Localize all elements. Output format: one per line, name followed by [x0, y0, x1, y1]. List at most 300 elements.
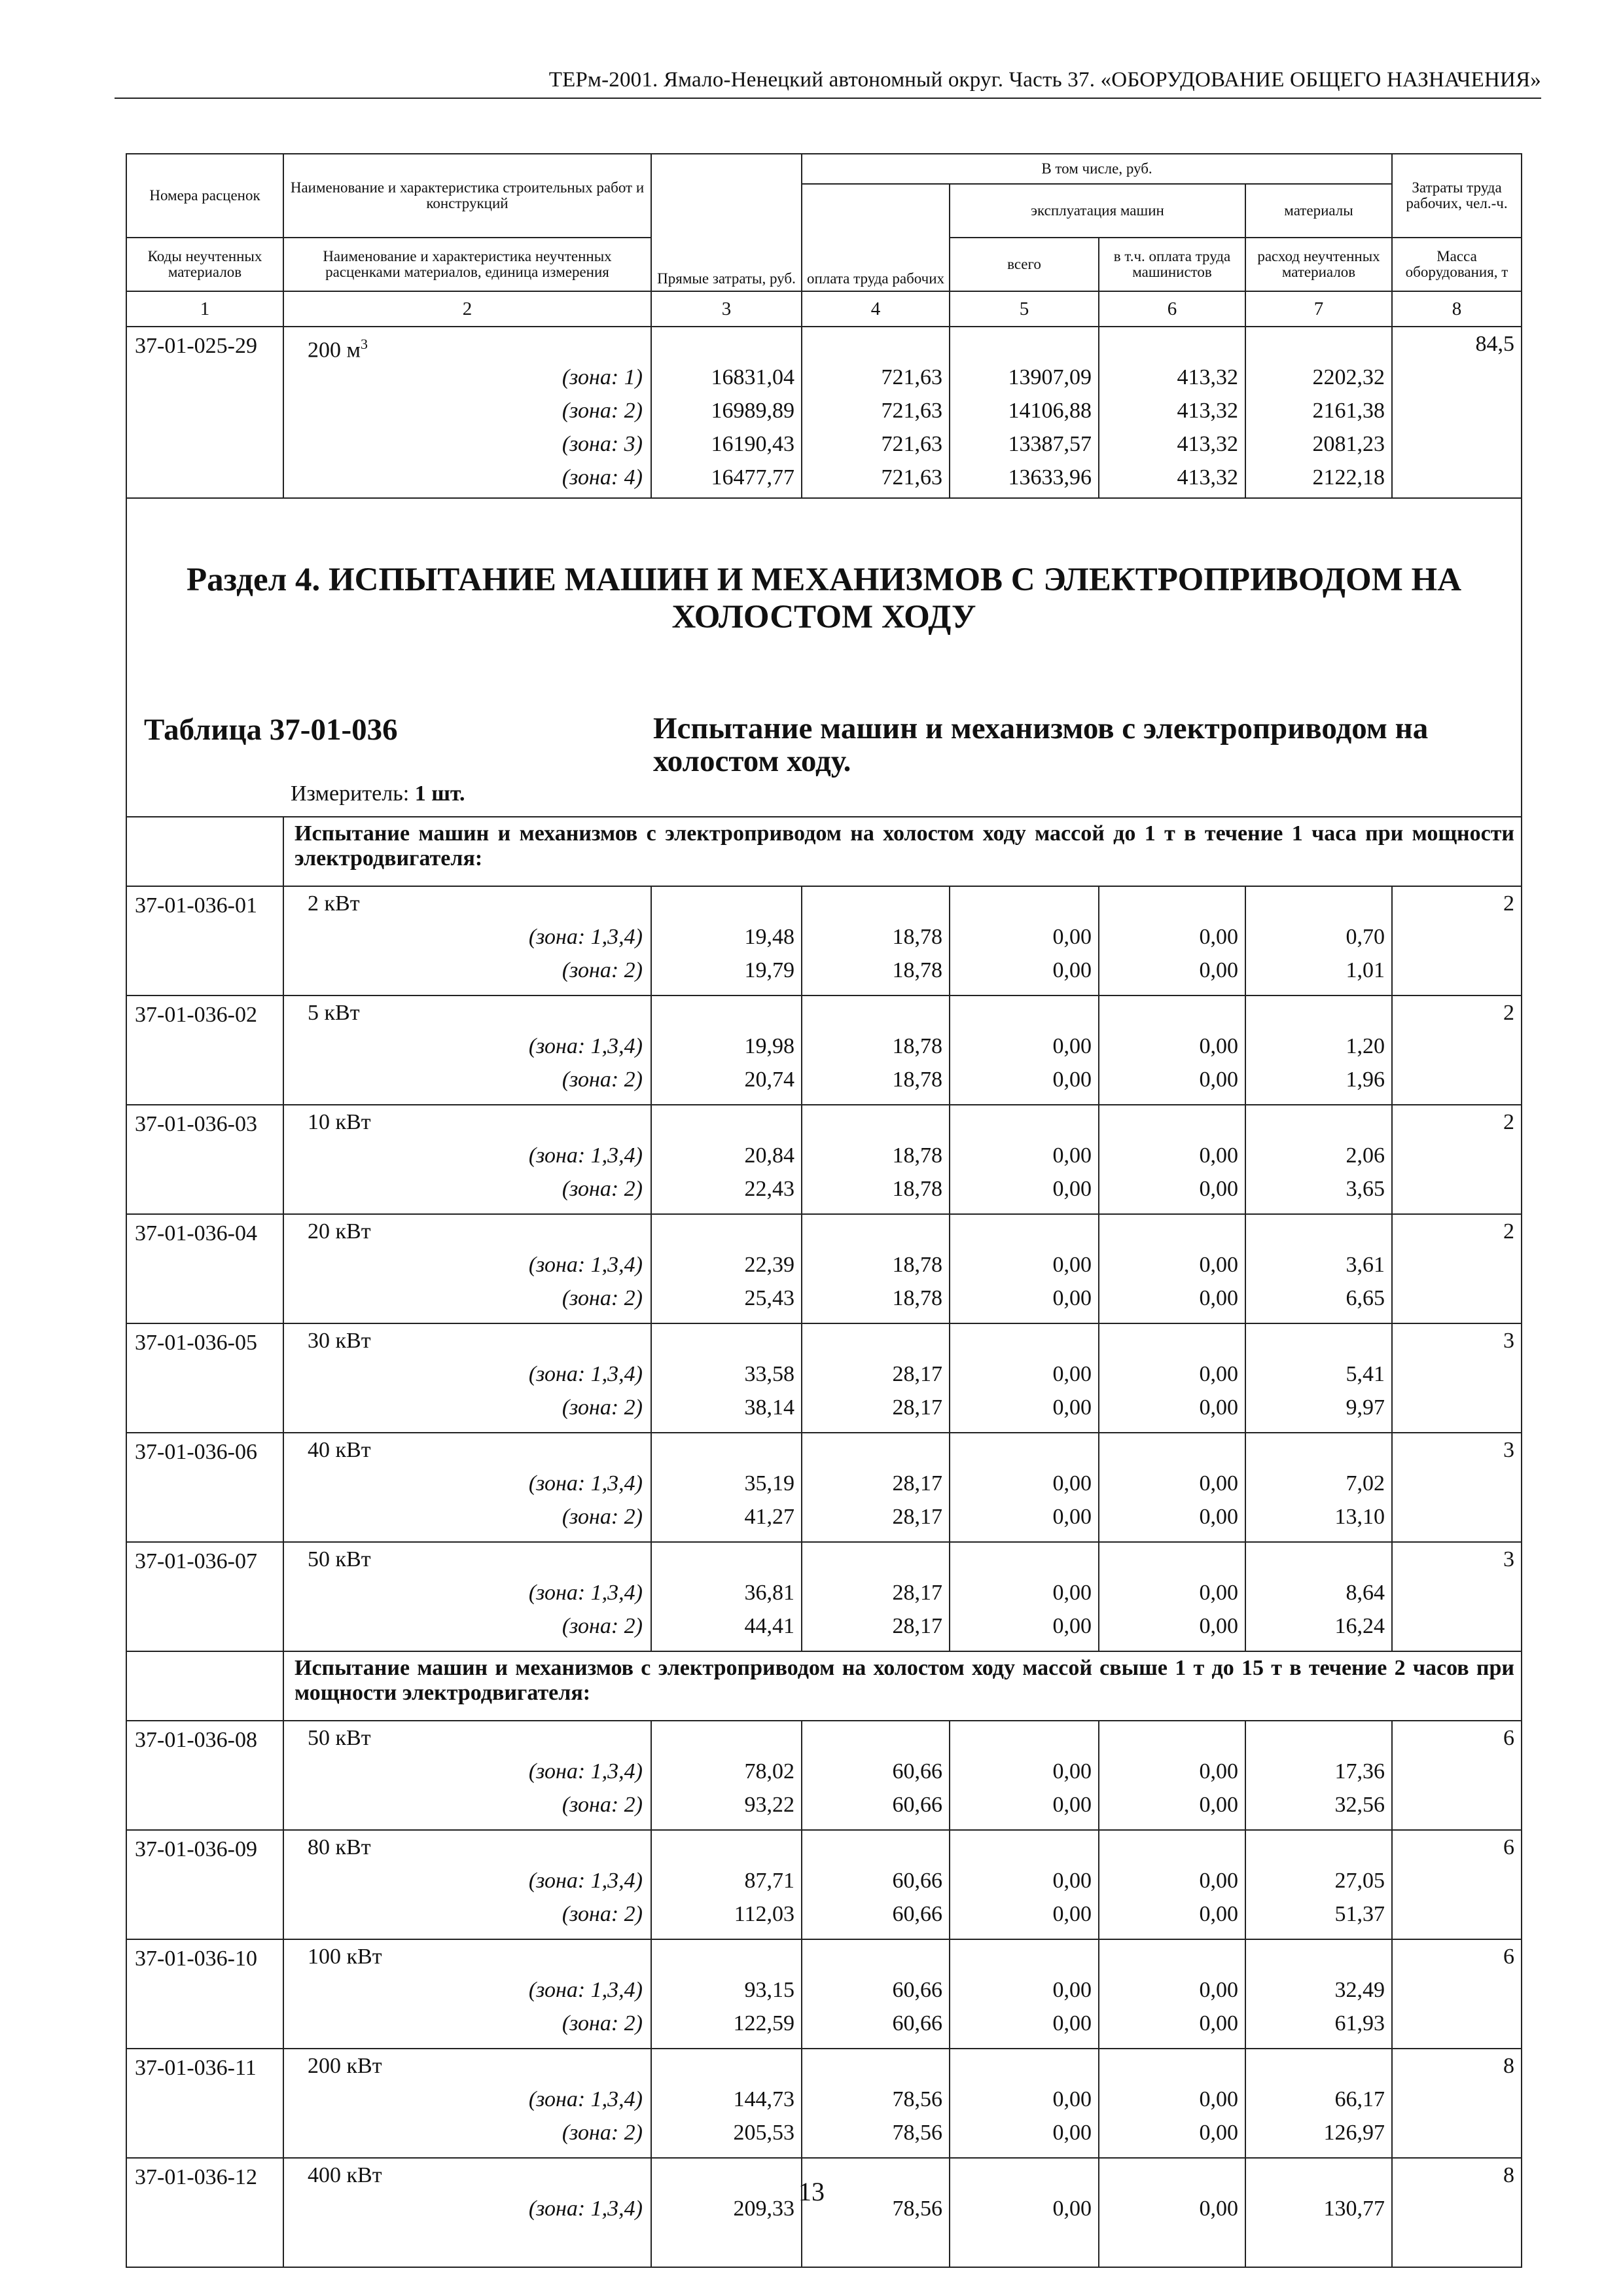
value: 28,17	[892, 1362, 942, 1386]
zone-label: (зона: 1,3,4)	[528, 1362, 643, 1386]
rate-name-cell	[283, 1721, 651, 1830]
materials	[1245, 1939, 1392, 2049]
spacer	[950, 1543, 1098, 1576]
spacer	[802, 1721, 949, 1755]
machine-total	[950, 2158, 1099, 2267]
value: 9,97	[1346, 1395, 1385, 1420]
meter-label: Измеритель:	[291, 781, 410, 806]
labor-or-mass	[1392, 1542, 1522, 1651]
col-code-bottom: Коды неучтенных материалов	[126, 238, 283, 291]
machine-total	[950, 1105, 1099, 1214]
materials	[1245, 1721, 1392, 1830]
value: 5,41	[1346, 1362, 1385, 1386]
materials	[1245, 2049, 1392, 2158]
value: 0,00	[1199, 1793, 1238, 1817]
labor-or-mass	[1392, 2049, 1522, 2158]
col-mat-unaccounted: расход неучтенных материалов	[1245, 238, 1392, 291]
materials	[1245, 1323, 1392, 1433]
value: 6	[1503, 1945, 1515, 1969]
value: 2202,32	[1312, 365, 1385, 389]
machine-wage	[1099, 1105, 1245, 1214]
wage-costs	[802, 1830, 950, 1939]
rate-name-cell	[283, 2158, 651, 2267]
value: 78,56	[892, 2197, 942, 2221]
spacer	[652, 1433, 801, 1467]
spacer	[1099, 1105, 1245, 1139]
spacer	[950, 2049, 1098, 2083]
value: 0,00	[1199, 1286, 1238, 1310]
value: 60,66	[892, 1793, 942, 1817]
value: 3	[1503, 1329, 1515, 1353]
wage-costs	[802, 327, 950, 498]
value: 20,84	[744, 1143, 794, 1168]
value: 28,17	[892, 1395, 942, 1420]
value: 0,00	[1052, 2011, 1092, 2036]
spacer	[1099, 1831, 1245, 1864]
value: 13387,57	[1008, 432, 1092, 456]
spacer	[802, 996, 949, 1030]
section-row	[126, 498, 1522, 817]
value: 18,78	[892, 1067, 942, 1092]
spacer	[652, 1940, 801, 1973]
value: 19,98	[744, 1034, 794, 1058]
machine-total	[950, 1542, 1099, 1651]
table-row	[126, 996, 1522, 1105]
spacer	[802, 1543, 949, 1576]
spacer	[950, 1721, 1098, 1755]
spacer	[1246, 1324, 1391, 1357]
spacer	[1099, 1721, 1245, 1755]
value: 93,22	[744, 1793, 794, 1817]
value: 0,00	[1052, 1034, 1092, 1058]
zone-label: (зона: 2)	[562, 958, 643, 982]
spacer	[802, 2049, 949, 2083]
value: 18,78	[892, 925, 942, 949]
section-cell	[126, 498, 1522, 817]
zone-label: (зона: 1,3,4)	[528, 1253, 643, 1277]
zone-label: (зона: 2)	[562, 2121, 643, 2145]
spacer	[652, 1831, 801, 1864]
labor-or-mass	[1392, 1939, 1522, 2049]
spacer	[1246, 996, 1391, 1030]
materials	[1245, 996, 1392, 1105]
machine-total	[950, 886, 1099, 996]
wage-costs	[802, 1105, 950, 1214]
value: 7,02	[1346, 1471, 1385, 1496]
value: 3,61	[1346, 1253, 1385, 1277]
rate-code: 37-01-036-09	[126, 1830, 283, 1939]
rate-name: 20 кВт	[308, 1219, 371, 1244]
rate-code: 37-01-036-06	[126, 1433, 283, 1542]
rate-name: 400 кВт	[308, 2163, 382, 2187]
col-number: 2	[283, 291, 651, 327]
labor-or-mass	[1392, 1721, 1522, 1830]
value: 8	[1503, 2163, 1515, 2187]
col-number: 7	[1245, 291, 1392, 327]
value: 0,00	[1052, 1869, 1092, 1893]
machine-total	[950, 1323, 1099, 1433]
spacer	[802, 1215, 949, 1248]
value: 66,17	[1334, 2087, 1385, 2111]
rate-code: 37-01-036-11	[126, 2049, 283, 2158]
machine-total	[950, 1939, 1099, 2049]
group-row	[126, 1651, 1522, 1721]
value: 2122,18	[1312, 465, 1385, 490]
value: 84,5	[1475, 332, 1515, 356]
direct-costs	[651, 886, 802, 996]
col-number: 4	[802, 291, 950, 327]
value: 28,17	[892, 1614, 942, 1638]
labor-or-mass	[1392, 1105, 1522, 1214]
spacer	[1099, 1940, 1245, 1973]
value: 2	[1503, 1219, 1515, 1244]
page-header: ТЕРм-2001. Ямало-Ненецкий автономный округ. Часть 37. «ОБОРУДОВАНИЕ ОБЩЕГО НАЗНАЧЕНИЯ»	[115, 68, 1541, 99]
value: 0,00	[1199, 1034, 1238, 1058]
value: 28,17	[892, 1505, 942, 1529]
value: 0,00	[1199, 1362, 1238, 1386]
value: 2,06	[1346, 1143, 1385, 1168]
zone-label: (зона: 1)	[562, 365, 643, 389]
value: 19,79	[744, 958, 794, 982]
zone-label: (зона: 2)	[562, 1177, 643, 1201]
zone-label: (зона: 2)	[562, 2011, 643, 2036]
spacer	[652, 996, 801, 1030]
value: 35,19	[744, 1471, 794, 1496]
rate-code: 37-01-036-10	[126, 1939, 283, 2049]
rate-name-cell	[283, 1542, 651, 1651]
table-row	[126, 1542, 1522, 1651]
wage-costs	[802, 1542, 950, 1651]
value: 2	[1503, 891, 1515, 916]
labor-or-mass	[1392, 1214, 1522, 1323]
value: 0,00	[1199, 1614, 1238, 1638]
value: 78,56	[892, 2121, 942, 2145]
value: 0,00	[1199, 1253, 1238, 1277]
zone-label: (зона: 1,3,4)	[528, 1034, 643, 1058]
value: 32,56	[1334, 1793, 1385, 1817]
value: 61,93	[1334, 2011, 1385, 2036]
value: 32,49	[1334, 1978, 1385, 2002]
wage-costs	[802, 996, 950, 1105]
spacer	[1246, 1543, 1391, 1576]
value: 93,15	[744, 1978, 794, 2002]
rate-code: 37-01-036-03	[126, 1105, 283, 1214]
table-label: Таблица 37-01-036	[144, 713, 398, 747]
spacer	[1246, 1105, 1391, 1139]
group-row	[126, 817, 1522, 886]
value: 6	[1503, 1835, 1515, 1859]
value: 0,00	[1199, 1581, 1238, 1605]
value: 0,00	[1052, 1581, 1092, 1605]
direct-costs	[651, 2049, 802, 2158]
table-row	[126, 2158, 1522, 2267]
materials	[1245, 1105, 1392, 1214]
rate-name: 80 кВт	[308, 1835, 371, 1859]
spacer	[802, 887, 949, 920]
value: 33,58	[744, 1362, 794, 1386]
value: 0,00	[1052, 1253, 1092, 1277]
value: 0,00	[1052, 1759, 1092, 1784]
spacer	[950, 1433, 1098, 1467]
zone-label: (зона: 4)	[562, 465, 643, 490]
spacer	[950, 887, 1098, 920]
zone-label: (зона: 2)	[562, 1614, 643, 1638]
spacer	[652, 1105, 801, 1139]
zone-label: (зона: 2)	[562, 1286, 643, 1310]
table-row	[126, 1939, 1522, 2049]
col-wage: оплата труда рабочих	[802, 184, 950, 291]
spacer	[1099, 1215, 1245, 1248]
value: 209,33	[733, 2197, 794, 2221]
value: 0,00	[1199, 1978, 1238, 2002]
direct-costs	[651, 1542, 802, 1651]
value: 112,03	[734, 1902, 794, 1926]
value: 144,73	[733, 2087, 794, 2111]
rate-name: 50 кВт	[308, 1547, 371, 1571]
value: 1,01	[1346, 958, 1385, 982]
machine-total	[950, 1214, 1099, 1323]
labor-or-mass	[1392, 1830, 1522, 1939]
spacer	[950, 1940, 1098, 1973]
spacer	[1246, 1215, 1391, 1248]
value: 3	[1503, 1438, 1515, 1462]
materials	[1245, 327, 1392, 498]
spacer	[950, 1215, 1098, 1248]
value: 78,56	[892, 2087, 942, 2111]
value: 0,00	[1199, 925, 1238, 949]
table-row	[126, 1830, 1522, 1939]
spacer	[802, 1831, 949, 1864]
spacer	[802, 1940, 949, 1973]
value: 0,00	[1199, 1177, 1238, 1201]
spacer	[1246, 1940, 1391, 1973]
direct-costs	[651, 2158, 802, 2267]
value: 22,43	[744, 1177, 794, 1201]
value: 413,32	[1177, 399, 1238, 423]
spacer	[1246, 2049, 1391, 2083]
col-machines: эксплуатация машин	[950, 184, 1245, 238]
col-number: 1	[126, 291, 283, 327]
rate-name: 5 кВт	[308, 1001, 360, 1025]
direct-costs	[651, 1939, 802, 2049]
spacer	[950, 1831, 1098, 1864]
value: 0,00	[1199, 2011, 1238, 2036]
table-row	[126, 1214, 1522, 1323]
value: 3,65	[1346, 1177, 1385, 1201]
zone-label: (зона: 1,3,4)	[528, 2087, 643, 2111]
materials	[1245, 2158, 1392, 2267]
rate-name-cell	[283, 996, 651, 1105]
value: 0,00	[1199, 1067, 1238, 1092]
zone-label: (зона: 1,3,4)	[528, 1869, 643, 1893]
value: 27,05	[1334, 1869, 1385, 1893]
value: 2	[1503, 1110, 1515, 1134]
value: 1,96	[1346, 1067, 1385, 1092]
value: 0,00	[1199, 1395, 1238, 1420]
spacer	[1099, 1543, 1245, 1576]
zone-label: (зона: 2)	[562, 1505, 643, 1529]
zone-label: (зона: 1,3,4)	[528, 1143, 643, 1168]
rate-name-text: 200 м	[308, 338, 361, 363]
rate-name: 30 кВт	[308, 1329, 371, 1353]
zone-label: (зона: 1,3,4)	[528, 1759, 643, 1784]
col-direct: Прямые затраты, руб.	[651, 154, 802, 291]
value: 2161,38	[1312, 399, 1385, 423]
value: 0,00	[1199, 1902, 1238, 1926]
meter-value: 1 шт.	[414, 781, 465, 806]
value: 0,00	[1052, 1902, 1092, 1926]
col-mass: Масса оборудования, т	[1392, 238, 1522, 291]
table-row	[126, 1721, 1522, 1830]
value: 0,00	[1052, 1067, 1092, 1092]
rate-code: 37-01-036-08	[126, 1721, 283, 1830]
spacer	[652, 1721, 801, 1755]
value: 0,00	[1052, 1505, 1092, 1529]
table-row	[126, 2049, 1522, 2158]
value: 721,63	[881, 432, 942, 456]
direct-costs	[651, 1323, 802, 1433]
wage-costs	[802, 886, 950, 996]
value: 1,20	[1346, 1034, 1385, 1058]
col-name-bottom: Наименование и характеристика неучтенных расценками материалов, единица измерения	[283, 238, 651, 291]
value: 122,59	[733, 2011, 794, 2036]
direct-costs	[651, 996, 802, 1105]
wage-costs	[802, 2158, 950, 2267]
value: 25,43	[744, 1286, 794, 1310]
spacer	[950, 996, 1098, 1030]
rate-code: 37-01-036-01	[126, 886, 283, 996]
spacer	[652, 1215, 801, 1248]
section-title-line: Раздел 4. ИСПЫТАНИЕ МАШИН И МЕХАНИЗМОВ С ЭЛЕКТРОПРИВОДОМ НА	[186, 562, 1462, 598]
rate-name: 40 кВт	[308, 1438, 371, 1462]
value: 0,00	[1199, 2197, 1238, 2221]
machine-wage	[1099, 2049, 1245, 2158]
rate-name: 2 кВт	[308, 891, 360, 916]
section-title	[127, 562, 1521, 636]
value: 0,00	[1052, 958, 1092, 982]
machine-total	[950, 1830, 1099, 1939]
spacer	[652, 887, 801, 920]
section-title-line: ХОЛОСТОМ ХОДУ	[671, 599, 976, 636]
zone-label: (зона: 1,3,4)	[528, 2197, 643, 2221]
labor-or-mass	[1392, 886, 1522, 996]
value: 0,00	[1199, 1759, 1238, 1784]
col-number: 8	[1392, 291, 1522, 327]
value: 413,32	[1177, 365, 1238, 389]
value: 51,37	[1334, 1902, 1385, 1926]
machine-wage	[1099, 1542, 1245, 1651]
wage-costs	[802, 1939, 950, 2049]
machine-wage	[1099, 1939, 1245, 2049]
value: 20,74	[744, 1067, 794, 1092]
value: 38,14	[744, 1395, 794, 1420]
rate-code: 37-01-025-29	[126, 327, 283, 498]
value: 16477,77	[711, 465, 794, 490]
value: 18,78	[892, 1286, 942, 1310]
direct-costs	[651, 327, 802, 498]
spacer	[950, 1324, 1098, 1357]
spacer	[1246, 1721, 1391, 1755]
value: 3	[1503, 1547, 1515, 1571]
table-row	[126, 327, 1522, 498]
value: 17,36	[1334, 1759, 1385, 1784]
value: 721,63	[881, 365, 942, 389]
rate-code: 37-01-036-12	[126, 2158, 283, 2267]
table-row	[126, 886, 1522, 996]
superscript: 3	[361, 336, 368, 352]
labor-or-mass	[1392, 996, 1522, 1105]
spacer	[802, 1105, 949, 1139]
rate-name	[284, 327, 651, 361]
rate-name: 10 кВт	[308, 1110, 371, 1134]
value: 413,32	[1177, 465, 1238, 490]
value: 721,63	[881, 399, 942, 423]
value: 18,78	[892, 1034, 942, 1058]
value: 41,27	[744, 1505, 794, 1529]
machine-wage	[1099, 1433, 1245, 1542]
col-labor: Затраты труда рабочих, чел.-ч.	[1392, 154, 1522, 238]
machine-wage	[1099, 2158, 1245, 2267]
direct-costs	[651, 1721, 802, 1830]
rate-name: 50 кВт	[308, 1726, 371, 1750]
group-title: Испытание машин и механизмов с электроприводом на холостом ходу массой свыше 1 т до 15 т в течение 2 часов при мощности электродвигателя:	[283, 1651, 1522, 1721]
value: 0,00	[1052, 1471, 1092, 1496]
machine-wage	[1099, 996, 1245, 1105]
spacer	[652, 1324, 801, 1357]
value: 0,00	[1052, 1793, 1092, 1817]
value: 2	[1503, 1001, 1515, 1025]
value: 0,00	[1199, 1869, 1238, 1893]
col-number: 5	[950, 291, 1099, 327]
zone-label: (зона: 1,3,4)	[528, 925, 643, 949]
direct-costs	[651, 1105, 802, 1214]
labor-or-mass	[1392, 2158, 1522, 2267]
value: 22,39	[744, 1253, 794, 1277]
spacer	[802, 1324, 949, 1357]
rate-name-cell	[283, 1939, 651, 2049]
zone-label: (зона: 1,3,4)	[528, 1471, 643, 1496]
value: 0,00	[1199, 1505, 1238, 1529]
wage-costs	[802, 1433, 950, 1542]
zone-label: (зона: 2)	[562, 1902, 643, 1926]
value: 0,00	[1052, 1362, 1092, 1386]
col-mach-total: всего	[950, 238, 1099, 291]
spacer	[1099, 996, 1245, 1030]
rate-name: 200 кВт	[308, 2054, 382, 2078]
value: 0,00	[1199, 958, 1238, 982]
value: 0,00	[1199, 1143, 1238, 1168]
value: 16831,04	[711, 365, 794, 389]
rate-name-cell	[283, 1433, 651, 1542]
rate-name-cell	[283, 1214, 651, 1323]
value: 60,66	[892, 1978, 942, 2002]
col-incl: В том числе, руб.	[802, 154, 1392, 184]
zone-label: (зона: 2)	[562, 1395, 643, 1420]
value: 0,00	[1052, 2197, 1092, 2221]
zone-label: (зона: 2)	[562, 1067, 643, 1092]
machine-total	[950, 327, 1099, 498]
machine-total	[950, 996, 1099, 1105]
zone-label: (зона: 3)	[562, 432, 643, 456]
group-title: Испытание машин и механизмов с электроприводом на холостом ходу массой до 1 т в течение 1 часа при мощности электродвигателя:	[283, 817, 1522, 886]
machine-total	[950, 1433, 1099, 1542]
rates-table	[126, 153, 1522, 2268]
spacer	[1246, 1433, 1391, 1467]
value: 8	[1503, 2054, 1515, 2078]
page-number: 13	[798, 2177, 825, 2206]
wage-costs	[802, 1214, 950, 1323]
value: 60,66	[892, 2011, 942, 2036]
